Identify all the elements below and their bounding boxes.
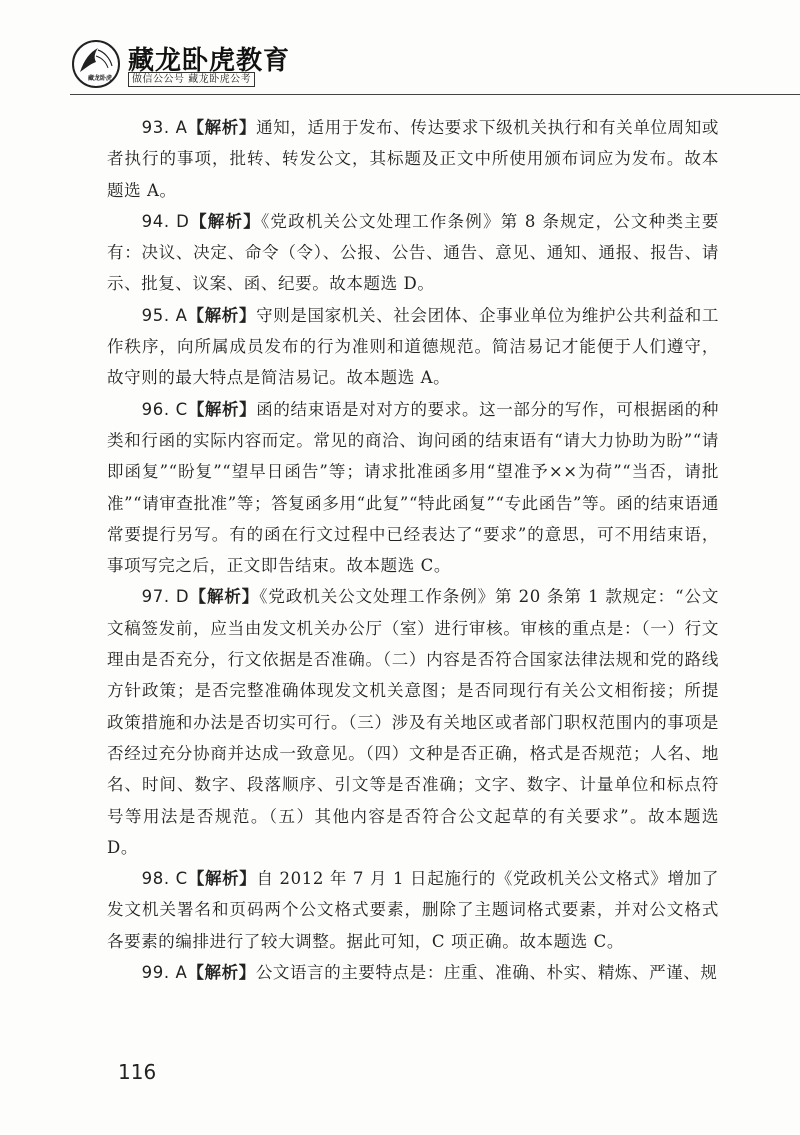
question-number: 97. D xyxy=(141,587,190,607)
analysis-text: 《党政机关公文处理工作条例》第 20 条第 1 款规定：“公文文稿签发前，应当由发文机关办公厅（室）进行审核。审核的重点是：（一）行文理由是否充分，行文依据是否准确。（二）内容是否符合国家法律法规和党的路线方针政策；是否完整准确体现发文机关意图；是否同现行有关公文相衔接；所提政策措施和办法是否切实可行。（三）涉及有关地区或者部门职权范围内的事项是否经过充分协商并达成一致意见。（四）文种是否正确，格式是否规范；人名、地名、时间、数字、段落顺序、引文等是否准确；文字、数字、计量单位和标点符号等用法是否规范。（五）其他内容是否符合公文起草的有关要求”。故本题选 D。 xyxy=(107,587,719,857)
analysis-text: 函的结束语是对对方的要求。这一部分的写作，可根据函的种类和行函的实际内容而定。常见的商洽、询问函的结束语有“请大力协助为盼”“请即函复”“盼复”“望早日函告”等；请求批准函多用“望准予××为荷”“当否，请批准”“请审查批准”等；答复函多用“此复”“特此函复”“专此函告”等。函的结束语通常要提行另写。有的函在行文过程中已经表达了“要求”的意思，可不用结束语，事项写完之后，正文即告结束。故本题选 C。 xyxy=(107,399,719,576)
header-divider xyxy=(70,94,800,95)
analysis-tag: 【解析】 xyxy=(187,869,257,889)
question-number: 99. A xyxy=(141,963,188,983)
analysis-text: 《党政机关公文处理工作条例》第 8 条规定，公文种类主要有：决议、决定、命令（令）、公报、公告、通告、意见、通知、通报、报告、请示、批复、议案、函、纪要。故本题选 D。 xyxy=(107,211,719,294)
page-header xyxy=(0,0,800,96)
answer-explanations xyxy=(107,112,719,988)
question-number: 96. C xyxy=(141,399,188,419)
answer-paragraph-94 xyxy=(107,206,719,300)
analysis-tag: 【解析】 xyxy=(187,399,257,419)
analysis-text: 守则是国家机关、社会团体、企事业单位为维护公共利益和工作秩序，向所属成员发布的行为准则和道德规范。简洁易记才能便于人们遵守，故守则的最大特点是简洁易记。故本题选 A。 xyxy=(107,305,720,388)
answer-paragraph-98 xyxy=(107,863,719,957)
brand-title: 藏龙卧虎教育 xyxy=(128,46,291,76)
brand-logo xyxy=(72,40,120,88)
page-number: 116 xyxy=(118,1060,157,1084)
analysis-text: 自 2012 年 7 月 1 日起施行的《党政机关公文格式》增加了发文机关署名和页码两个公文格式要素，删除了主题词格式要素，并对公文格式各要素的编排进行了较大调整。据此可知，C 项正确。故本题选 C。 xyxy=(107,869,719,951)
analysis-tag: 【解析】 xyxy=(189,211,261,231)
analysis-tag: 【解析】 xyxy=(187,963,256,983)
brand-subtitle: 做信公公号 藏龙卧虎公考 xyxy=(128,72,255,87)
analysis-text: 公文语言的主要特点是：庄重、准确、朴实、精炼、严谨、规 xyxy=(255,963,718,983)
answer-paragraph-96 xyxy=(107,394,719,582)
answer-paragraph-99 xyxy=(107,957,719,988)
question-number: 95. A xyxy=(141,305,188,325)
analysis-tag: 【解析】 xyxy=(187,305,257,325)
question-number: 98. C xyxy=(141,869,188,889)
analysis-tag: 【解析】 xyxy=(187,118,257,137)
analysis-text: 通知，适用于发布、传达要求下级机关执行和有关单位周知或者执行的事项，批转、转发公文，其标题及正文中所使用颁布词应为发布。故本题选 A。 xyxy=(107,118,720,200)
answer-paragraph-93 xyxy=(107,112,719,206)
question-number: 93. A xyxy=(141,118,188,137)
logo-text: 藏龙卧虎 xyxy=(88,75,113,82)
analysis-tag: 【解析】 xyxy=(189,587,260,607)
question-number: 94. D xyxy=(141,211,190,231)
answer-paragraph-97 xyxy=(107,581,719,863)
answer-paragraph-95 xyxy=(107,300,719,394)
